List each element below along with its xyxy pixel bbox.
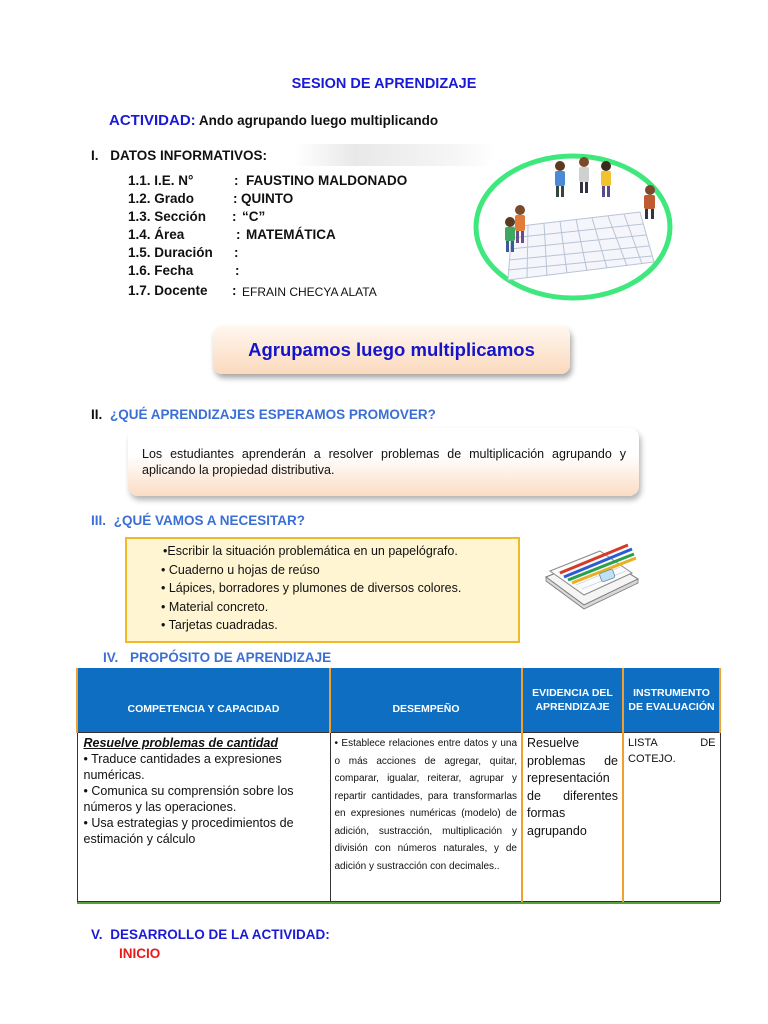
section-3-number: III. <box>91 513 107 528</box>
materials-item: •Escribir la situación problemática en un papelógrafo. <box>163 544 458 558</box>
section-5-title: DESARROLLO DE LA ACTIVIDAD: <box>110 927 330 942</box>
materials-item: • Tarjetas cuadradas. <box>161 618 278 632</box>
table-header-row <box>77 668 720 733</box>
dato-value: QUINTO <box>241 191 294 206</box>
learning-goal-box: Los estudiantes aprenderán a resolver problemas de multiplicación agrupando y aplicando la propiedad distributiva. <box>128 428 639 496</box>
dato-key: 1.1. I.E. N° <box>128 173 194 188</box>
section-4-number: IV. <box>103 650 119 665</box>
dato-sep: : <box>234 245 239 260</box>
section-4-title: PROPÓSITO DE APRENDIZAJE <box>130 650 332 665</box>
materials-item: • Lápices, borradores y plumones de diversos colores. <box>161 581 462 595</box>
dato-value: MATEMÁTICA <box>246 227 336 242</box>
dato-key: 1.6. Fecha <box>128 263 194 278</box>
section-4-heading <box>103 650 331 665</box>
table-header: DESEMPEÑO <box>330 668 522 733</box>
activity-label: ACTIVIDAD: <box>109 112 196 129</box>
dato-key: 1.4. Área <box>128 227 185 242</box>
section-3-heading <box>91 513 305 528</box>
section-1-heading <box>91 148 267 163</box>
materials-item: • Cuaderno u hojas de reúso <box>161 562 320 577</box>
table-header: EVIDENCIA DEL APRENDIZAJE <box>522 668 623 733</box>
desempeno-cell: • Establece relaciones entre datos y una o más acciones de agregar, quitar, comparar, igualar, reiterar, agrupar y repartir cantidades, para transformarlas en expresiones numéricas (modelo) de adición, sustracción, multiplicación y división con números naturales, y de adición y sustracción con decimales.. <box>330 733 522 902</box>
competencia-title: Resuelve problemas de cantidad <box>83 736 279 750</box>
capacidad-item: • Comunica su comprensión sobre los números y las operaciones. <box>83 784 294 814</box>
section-1-number: I. <box>91 148 99 163</box>
section-2-number: II. <box>91 407 103 422</box>
activity-banner: Agrupamos luego multiplicamos <box>213 326 570 374</box>
faded-decoration <box>295 144 495 166</box>
dato-key: 1.7. Docente <box>128 283 208 298</box>
activity-value: Ando agrupando luego multiplicando <box>198 113 439 128</box>
section-2-heading <box>91 407 436 422</box>
dato-key: 1.5. Duración <box>128 245 213 260</box>
dato-key: 1.3. Sección <box>128 209 207 224</box>
dato-value: “C” <box>242 209 266 224</box>
evidencia-cell: Resuelve problemas de representación de diferentes formas agrupando <box>522 733 623 902</box>
section-5-heading <box>91 927 330 942</box>
dato-sep: : <box>232 209 237 224</box>
capacidad-item: • Usa estrategias y procedimientos de estimación y cálculo <box>83 816 294 846</box>
dato-sep: : <box>233 191 238 206</box>
dato-sep: : <box>235 263 240 278</box>
table-row <box>77 733 720 902</box>
competencia-cell <box>77 733 330 902</box>
inicio-subtitle: INICIO <box>119 946 161 961</box>
purpose-table <box>76 668 721 904</box>
table-header: INSTRUMENTO DE EVALUACIÓN <box>623 668 720 733</box>
materials-item: • Material concreto. <box>161 599 269 614</box>
dato-value: EFRAIN CHECYA ALATA <box>242 285 377 299</box>
children-illustration <box>472 152 674 302</box>
section-5-number: V. <box>91 927 103 942</box>
capacidad-item: • Traduce cantidades a expresiones numéricas. <box>83 752 282 782</box>
activity-line <box>109 112 438 129</box>
section-2-title: ¿QUÉ APRENDIZAJES ESPERAMOS PROMOVER? <box>110 407 436 422</box>
notebooks-pencils-illustration <box>540 533 642 613</box>
table-bottom-bar <box>77 902 720 905</box>
section-3-title: ¿QUÉ VAMOS A NECESITAR? <box>113 513 306 528</box>
dato-sep: : <box>234 173 239 188</box>
materials-box <box>125 537 520 643</box>
dato-sep: : <box>236 227 241 242</box>
dato-value: FAUSTINO MALDONADO <box>246 173 408 188</box>
section-1-title: DATOS INFORMATIVOS: <box>110 148 268 163</box>
instrumento-cell: LISTA DE COTEJO. <box>623 733 720 902</box>
dato-sep: : <box>232 283 237 298</box>
dato-key: 1.2. Grado <box>128 191 195 206</box>
document-title: SESION DE APRENDIZAJE <box>291 76 477 92</box>
table-header: COMPETENCIA Y CAPACIDAD <box>77 668 330 733</box>
